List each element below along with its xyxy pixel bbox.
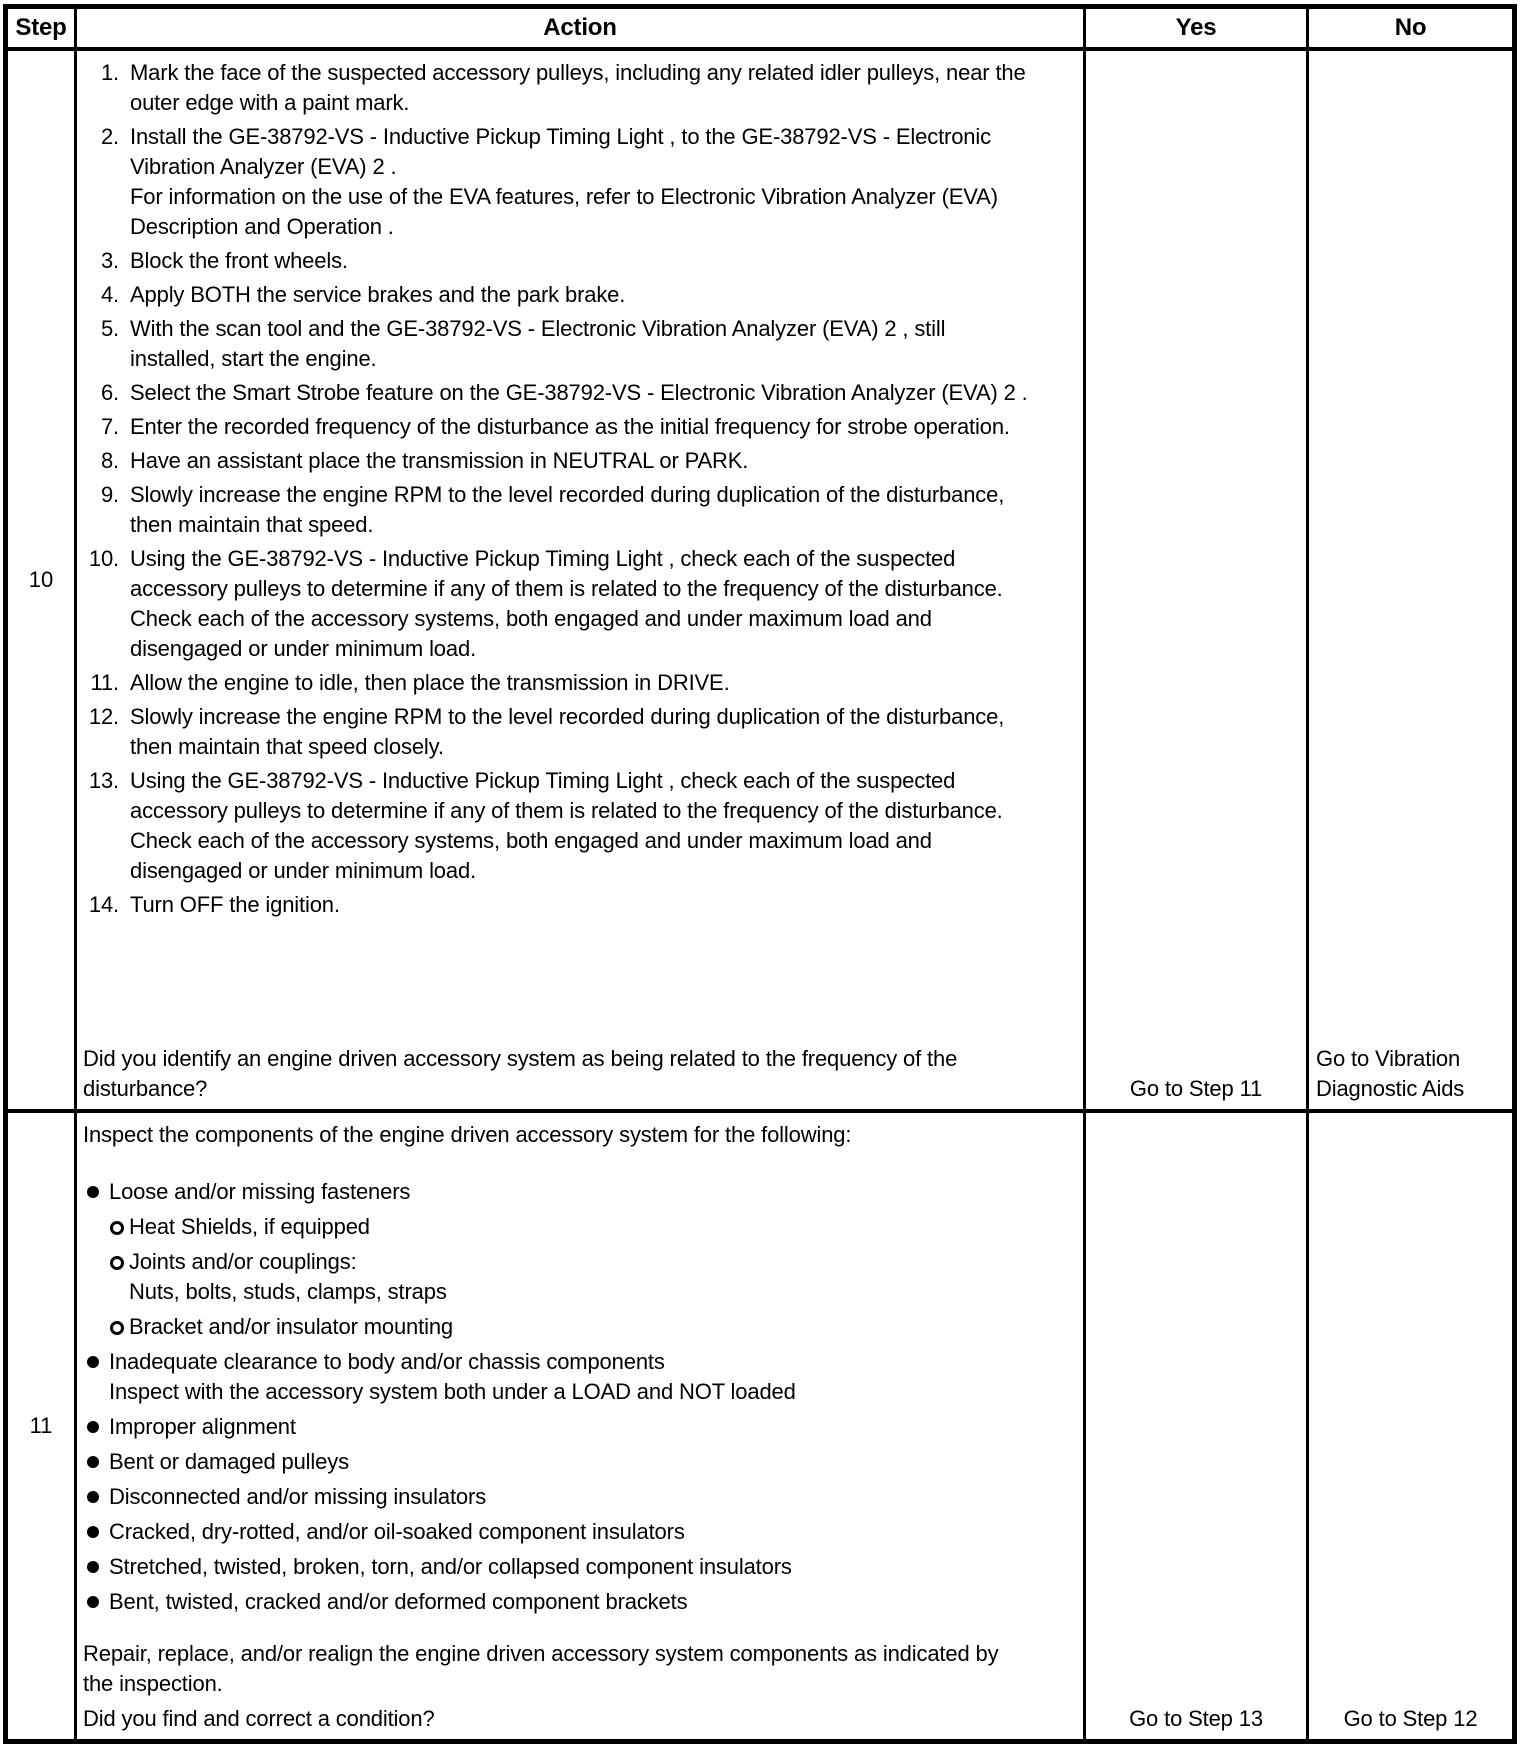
column-header-yes: Yes	[1086, 9, 1306, 47]
bullet-line: Loose and/or missing fasteners	[109, 1179, 411, 1204]
bullet-line: Inspect with the accessory system both under a LOAD and NOT loaded	[109, 1379, 796, 1404]
item-number: 4.	[100, 282, 119, 307]
item-paragraph: Block the front wheels.	[130, 248, 348, 273]
bullet-line: Disconnected and/or missing insulators	[109, 1484, 487, 1509]
item-paragraph: Check each of the accessory systems, both engaged and under maximum load and disengaged or under minimum load.	[130, 606, 932, 661]
item-text	[130, 412, 1030, 442]
diagnostic-step-table	[3, 4, 1517, 1744]
bullet-text	[109, 1587, 989, 1617]
bullet-item	[83, 1552, 1075, 1582]
item-number: 9.	[100, 482, 119, 507]
bullet-text	[109, 1552, 989, 1582]
action-step-item	[83, 702, 1075, 762]
disc-glyph	[87, 1596, 99, 1608]
item-number: 3.	[100, 248, 119, 273]
action-step-item	[83, 446, 1075, 476]
action-cell	[77, 51, 1083, 1109]
item-text	[130, 446, 1030, 476]
bullet-circle-icon	[107, 1212, 129, 1242]
disc-glyph	[87, 1356, 99, 1368]
action-step-item	[83, 314, 1075, 374]
action-step-item	[83, 480, 1075, 540]
bullet-item	[83, 1447, 1075, 1477]
column-header-step: Step	[8, 9, 74, 47]
yes-action: Go to Step 11	[1129, 1076, 1263, 1101]
bullet-item	[83, 1347, 1075, 1407]
no-action: Go to Vibration Diagnostic Aids	[1316, 1046, 1465, 1101]
no-cell	[1309, 51, 1512, 1109]
action-step-item	[83, 122, 1075, 242]
bullet-disc-icon	[83, 1347, 109, 1407]
action-step-item	[83, 378, 1075, 408]
item-number: 7.	[100, 414, 119, 439]
circle-glyph	[110, 1256, 124, 1270]
yes-action: Go to Step 13	[1129, 1706, 1263, 1731]
bullet-disc-icon	[83, 1482, 109, 1512]
item-number: 5.	[100, 316, 119, 341]
outro-text: Repair, replace, and/or realign the engine driven accessory system components as indicated by the inspection.	[83, 1641, 999, 1696]
item-paragraph: Mark the face of the suspected accessory pulleys, including any related idler pulleys, near the outer edge with a paint mark.	[130, 60, 1026, 115]
bullet-disc-icon	[83, 1552, 109, 1582]
item-paragraph: Allow the engine to idle, then place the transmission in DRIVE.	[130, 670, 730, 695]
item-number: 6.	[100, 380, 119, 405]
action-cell	[77, 1113, 1083, 1739]
item-number: 11.	[90, 670, 119, 695]
yes-cell	[1086, 1113, 1306, 1739]
bullet-item	[83, 1412, 1075, 1442]
item-text	[130, 58, 1030, 118]
item-paragraph: Using the GE-38792-VS - Inductive Pickup Timing Light , check each of the suspected accessory pulleys to determine if any of them is related to the frequency of the disturbance.	[130, 768, 1003, 823]
bullet-text	[109, 1177, 989, 1207]
item-paragraph: Apply BOTH the service brakes and the park brake.	[130, 282, 626, 307]
bullet-item	[107, 1312, 1075, 1342]
bullet-item	[107, 1212, 1075, 1242]
action-step-item	[83, 280, 1075, 310]
item-paragraph: Install the GE-38792-VS - Inductive Pickup Timing Light , to the GE-38792-VS - Electronic Vibration Analyzer (EVA) 2 .	[130, 124, 991, 179]
action-step-item	[83, 766, 1075, 886]
bullet-line: Bracket and/or insulator mounting	[129, 1314, 454, 1339]
bullet-line: Joints and/or couplings:	[129, 1249, 357, 1274]
bullet-disc-icon	[83, 1447, 109, 1477]
item-paragraph: Turn OFF the ignition.	[130, 892, 340, 917]
bullet-line: Nuts, bolts, studs, clamps, straps	[129, 1279, 447, 1304]
bullet-text	[129, 1212, 1009, 1242]
action-step-item	[83, 890, 1075, 920]
bullet-line: Stretched, twisted, broken, torn, and/or collapsed component insulators	[109, 1554, 792, 1579]
bullet-text	[109, 1517, 989, 1547]
bullet-text	[109, 1412, 989, 1442]
bullet-line: Cracked, dry-rotted, and/or oil-soaked component insulators	[109, 1519, 685, 1544]
yes-cell	[1086, 51, 1306, 1109]
item-number: 12.	[88, 704, 119, 729]
item-paragraph: For information on the use of the EVA features, refer to Electronic Vibration Analyzer (EVA) Description and Operation .	[130, 184, 998, 239]
bullet-line: Bent, twisted, cracked and/or deformed component brackets	[109, 1589, 688, 1614]
action-step-item	[83, 246, 1075, 276]
item-text	[130, 280, 1030, 310]
table-row	[8, 51, 1512, 1109]
bullet-line: Inadequate clearance to body and/or chassis components	[109, 1349, 665, 1374]
step-number: 11	[29, 1413, 53, 1438]
no-cell	[1309, 1113, 1512, 1739]
item-paragraph: Have an assistant place the transmission in NEUTRAL or PARK.	[130, 448, 749, 473]
item-paragraph: With the scan tool and the GE-38792-VS - Electronic Vibration Analyzer (EVA) 2 , still installed, start the engine.	[130, 316, 946, 371]
item-paragraph: Slowly increase the engine RPM to the level recorded during duplication of the disturbance, then maintain that speed.	[130, 482, 1005, 537]
step-cell	[8, 1113, 74, 1739]
disc-glyph	[87, 1561, 99, 1573]
action-step-item	[83, 58, 1075, 118]
action-step-item	[83, 544, 1075, 664]
item-text	[130, 544, 1030, 664]
table-row	[8, 1113, 1512, 1739]
item-number: 10.	[88, 546, 119, 571]
bullet-disc-icon	[83, 1587, 109, 1617]
column-header-no: No	[1309, 9, 1512, 47]
item-number: 13.	[88, 768, 119, 793]
item-paragraph: Enter the recorded frequency of the disturbance as the initial frequency for strobe operation.	[130, 414, 1010, 439]
bullet-disc-icon	[83, 1177, 109, 1207]
item-paragraph: Check each of the accessory systems, both engaged and under maximum load and disengaged or under minimum load.	[130, 828, 932, 883]
bullet-item	[107, 1247, 1075, 1307]
table-header-row	[8, 9, 1512, 47]
item-text	[130, 668, 1030, 698]
action-step-item	[83, 412, 1075, 442]
bullet-disc-icon	[83, 1412, 109, 1442]
intro-text: Inspect the components of the engine driven accessory system for the following:	[83, 1122, 852, 1147]
disc-glyph	[87, 1491, 99, 1503]
bullet-disc-icon	[83, 1517, 109, 1547]
disc-glyph	[87, 1456, 99, 1468]
bullet-text	[109, 1482, 989, 1512]
step-cell	[8, 51, 74, 1109]
bullet-line: Bent or damaged pulleys	[109, 1449, 349, 1474]
question-text: Did you find and correct a condition?	[83, 1706, 435, 1731]
action-step-item	[83, 668, 1075, 698]
circle-glyph	[110, 1221, 124, 1235]
step-number: 10	[28, 567, 54, 592]
disc-glyph	[87, 1526, 99, 1538]
bullet-circle-icon	[107, 1247, 129, 1307]
item-number: 2.	[100, 124, 119, 149]
item-paragraph: Select the Smart Strobe feature on the GE-38792-VS - Electronic Vibration Analyzer (EVA) 2 .	[130, 380, 1028, 405]
item-text	[130, 122, 1030, 242]
bullet-item	[83, 1482, 1075, 1512]
bullet-item	[83, 1587, 1075, 1617]
item-text	[130, 702, 1030, 762]
item-text	[130, 314, 1030, 374]
bullet-text	[109, 1447, 989, 1477]
item-text	[130, 890, 1030, 920]
item-text	[130, 766, 1030, 886]
item-number: 1.	[100, 60, 119, 85]
no-action: Go to Step 12	[1343, 1706, 1478, 1731]
item-text	[130, 480, 1030, 540]
bullet-circle-icon	[107, 1312, 129, 1342]
bullet-line: Improper alignment	[109, 1414, 296, 1439]
bullet-text	[109, 1347, 989, 1407]
item-number: 14.	[88, 892, 119, 917]
item-paragraph: Using the GE-38792-VS - Inductive Pickup Timing Light , check each of the suspected accessory pulleys to determine if any of them is related to the frequency of the disturbance.	[130, 546, 1003, 601]
disc-glyph	[87, 1421, 99, 1433]
bullet-item	[83, 1177, 1075, 1207]
bullet-item	[83, 1517, 1075, 1547]
question-text: Did you identify an engine driven accessory system as being related to the frequency of the disturbance?	[83, 1046, 958, 1101]
item-paragraph: Slowly increase the engine RPM to the level recorded during duplication of the disturbance, then maintain that speed closely.	[130, 704, 1005, 759]
bullet-text	[129, 1247, 1009, 1307]
circle-glyph	[110, 1321, 124, 1335]
item-text	[130, 378, 1030, 408]
column-header-action: Action	[77, 9, 1083, 47]
disc-glyph	[87, 1186, 99, 1198]
item-number: 8.	[100, 448, 119, 473]
bullet-text	[129, 1312, 1009, 1342]
item-text	[130, 246, 1030, 276]
bullet-line: Heat Shields, if equipped	[129, 1214, 370, 1239]
